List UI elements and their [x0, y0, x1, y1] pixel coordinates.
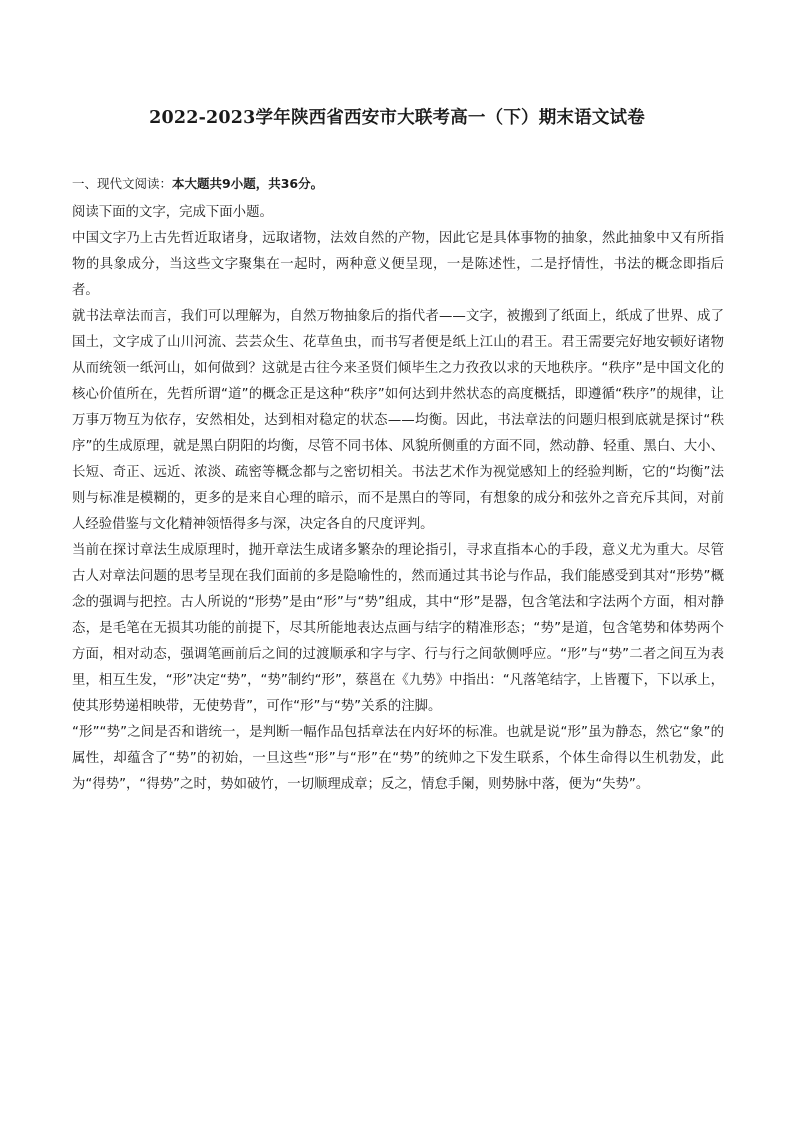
passage-paragraph-4: “形”“势”之间是否和谐统一，是判断一幅作品包括章法在内好坏的标准。也就是说“形”虽为静态，然它“象”的属性，却蕴含了“势”的初始，一旦这些“形”与“形”在“势”的统帅之下发生联系，个体生命得以生机勃发，此为“得势”，“得势”之时，势如破竹，一切顺理成章；反之，情怠手阑，则势脉中落，便为“失势”。: [72, 725, 724, 792]
passage-paragraph-3: 当前在探讨章法生成原理时，抛开章法生成诸多繁杂的理论指引，寻求直指本心的手段，意义尤为重大。尽管古人对章法问题的思考呈现在我们面前的多是隐喻性的，然而通过其书论与作品，我们能感受到其对“形势”概念的强调与把控。古人所说的“形势”是由“形”与“势”组成，其中“形”是器，包含笔法和字法两个方面，相对静态，是毛笔在无损其功能的前提下，尽其所能地表达点画与结字的精准形态；“势”是道，包含笔势和体势两个方面，相对动态，强调笔画前后之间的过渡顺承和字与字、行与行之间欹侧呼应。“形”与“势”二者之间互为表里，相互生发，“形”决定“势”，“势”制约“形”，蔡邕在《九势》中指出：“凡落笔结字，上皆覆下，下以承上，使其形势递相映带，无使势背”，可作“形”与“势”关系的注脚。: [72, 543, 724, 714]
passage-paragraph-1: 中国文字乃上古先哲近取诸身，远取诸物，法效自然的产物，因此它是具体事物的抽象，然此抽象中又有所指物的具象成分，当这些文字聚集在一起时，两种意义便呈现，一是陈述性，二是抒情性，书法的概念即指后者。: [72, 231, 724, 298]
section-heading: [72, 174, 724, 194]
instruction-paragraph: 阅读下面的文字，完成下面小题。: [72, 205, 273, 220]
section-number: 一、现代文阅读：: [72, 176, 173, 191]
passage-paragraph-2: 就书法章法而言，我们可以理解为，自然万物抽象后的指代者——文字，被搬到了纸面上，纸成了世界、成了国土，文字成了山川河流、芸芸众生、花草鱼虫，而书写者便是纸上江山的君王。君王需要完好地安顿好诸物从而统领一纸河山，如何做到？这就是古往今来圣贤们倾毕生之力孜孜以求的天地秩序。“秩序”是中国文化的核心价值所在，先哲所谓“道”的概念正是这种“秩序”如何达到井然状态的高度概括，即遵循“秩序”的规律，让万事万物互为依存，安然相处，达到相对稳定的状态——均衡。因此，书法章法的问题归根到底就是探讨“秩序”的生成原理，就是黑白阴阳的均衡，尽管不同书体、风貌所侧重的方面不同，然动静、轻重、黑白、大小、长短、奇正、远近、浓淡、疏密等概念都与之密切相关。书法艺术作为视觉感知上的经验判断，它的“均衡”法则与标准是模糊的，更多的是来自心理的暗示，而不是黑白的等同，有想象的成分和弦外之音充斥其间，对前人经验借鉴与文化精神领悟得多与深，决定各自的尺度评判。: [72, 309, 724, 532]
section-info: 本大题共9小题，共36分。: [172, 176, 324, 191]
reading-section: [72, 174, 724, 798]
page-title: 2022-2023学年陕西省西安市大联考高一（下）期末语文试卷: [149, 108, 645, 128]
